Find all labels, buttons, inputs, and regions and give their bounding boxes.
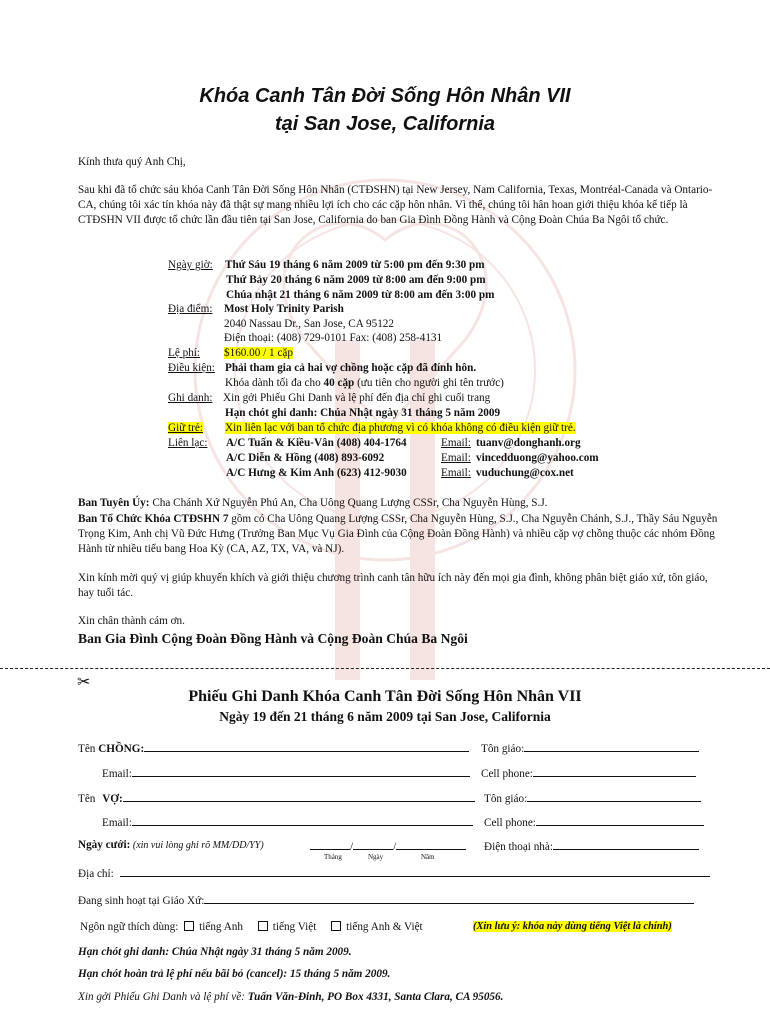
organizers-paragraph: Ban Tổ Chức Khóa CTĐSHN 7 gồm có Cha Uông Quang Lượng CSSr, Cha Nguyễn Hùng, S.J., Cha Nguyễn Chánh, S.J., Thầy Sáu Nguyễn Trọng Kim, Anh chị Vũ Đức Hưng (Trưởng Ban Mục Vụ Gia Đình của Cộng Đoàn Đồng Hành) và nhiều cặp vợ chồng thuộc các nhóm Đồng Hành từ nhiều tiểu bang Hoa Kỳ (CA, AZ, TX, VA, và NJ). <box>78 513 718 555</box>
registration-deadline: Hạn chót ghi danh: Chúa Nhật ngày 31 tháng 5 năm 2009 <box>225 407 501 419</box>
date-line: Thứ Bảy 20 tháng 6 năm 2009 từ 8:00 am đến 9:00 pm <box>226 274 486 286</box>
checkbox-vietnamese[interactable] <box>258 921 268 931</box>
place-address: 2040 Nassau Dr., San Jose, CA 95122 <box>224 318 394 330</box>
send-to-row: Xin gởi Phiếu Ghi Danh và lệ phí về: Tuấn Văn-Đinh, PO Box 4331, Santa Clara, CA 95056. <box>78 991 504 1003</box>
contact-email[interactable]: vincedduong@yahoo.com <box>476 452 599 464</box>
thanks: Xin chân thành cám ơn. <box>78 615 185 627</box>
wife-religion-row: Tôn giáo: <box>484 791 701 805</box>
home-phone-input[interactable] <box>553 839 699 850</box>
wedding-date-row: Ngày cưới: (xin vui lòng ghi rõ MM/DD/YY) <box>78 839 264 851</box>
language-row: Ngôn ngữ thích dùng: tiếng Anh tiếng Việt tiếng Anh & Việt <box>80 921 423 933</box>
refund-note: Hạn chót hoàn trả lệ phí nếu bãi bỏ (cancel): 15 tháng 5 năm 2009. <box>78 968 391 980</box>
email-label: Email: <box>441 467 471 479</box>
condition-2: Khóa dành tối đa cho 40 cặp (ưu tiên cho người ghi tên trước) <box>225 377 504 389</box>
date-line: Chúa nhật 21 tháng 6 năm 2009 từ 8:00 am đến 3:00 pm <box>226 289 495 301</box>
condition-1: Phải tham gia cả hai vợ chồng hoặc cặp đã đính hôn. <box>225 362 477 374</box>
intro-paragraph: Sau khi đã tổ chức sáu khóa Canh Tân Đời Sống Hôn Nhân (CTĐSHN) tại New Jersey, Nam California, Texas, Montréal-Canada và Ontario-CA, chúng tôi xác tín khóa này đã thật sự mang nhiều lợi ích cho các cặp hôn nhân. Vì thế, chúng tôi hân hoan giới thiệu khóa kế tiếp là CTĐSHN VII được tổ chức lần đầu tiên tại San Jose, California do ban Gia Đình Đồng Hành và Cộng Đoàn Chúa Ba Ngôi tổ chức. <box>78 184 713 226</box>
wife-name-row: Tên VỢ: <box>78 791 475 805</box>
husband-religion-input[interactable] <box>524 741 699 752</box>
contact-email[interactable]: tuanv@donghanh.org <box>476 437 581 449</box>
scissors-icon: ✂ <box>77 674 91 691</box>
details-block <box>168 259 728 459</box>
year-hint: Năm <box>421 853 435 861</box>
condition-label: Điều kiện: <box>168 362 215 374</box>
husband-cell-row: Cell phone: <box>481 766 696 780</box>
wife-name-input[interactable] <box>123 791 475 802</box>
parish-row: Đang sinh hoạt tại Giáo Xứ: <box>78 893 694 907</box>
contact-label: Liên lạc: <box>168 437 208 449</box>
wife-cell-row: Cell phone: <box>484 815 704 829</box>
contact-name: A/C Hưng & Kim Anh (623) 412-9030 <box>226 467 407 479</box>
husband-email-row: Email: <box>102 766 470 780</box>
wedding-date-input[interactable]: / / <box>310 839 466 853</box>
fee-value: $160.00 / 1 cặp <box>224 347 293 359</box>
signature: Ban Gia Đình Cộng Đoàn Đồng Hành và Cộng Đoàn Chúa Ba Ngôi <box>78 631 468 646</box>
contact-email[interactable]: vuduchung@cox.net <box>476 467 574 479</box>
greeting: Kính thưa quý Anh Chị, <box>78 156 186 168</box>
email-label: Email: <box>441 437 471 449</box>
place-phone: Điện thoại: (408) 729-0101 Fax: (408) 258-4131 <box>224 332 443 344</box>
address-row: Địa chỉ: <box>78 866 710 880</box>
registration-label: Ghi danh: <box>168 392 213 404</box>
contact-name: A/C Diễn & Hồng (408) 893-6092 <box>226 452 385 464</box>
place-name: Most Holy Trinity Parish <box>224 303 344 315</box>
deadline-note: Hạn chót ghi danh: Chúa Nhật ngày 31 tháng 5 năm 2009. <box>78 946 352 958</box>
day-hint: Ngày <box>368 853 384 861</box>
registration-1: Xin gởi Phiếu Ghi Danh và lệ phí đến địa chỉ ghi cuối trang <box>223 392 491 404</box>
email-label: Email: <box>441 452 471 464</box>
page-title: Khóa Canh Tân Đời Sống Hôn Nhân VII <box>199 85 571 107</box>
contact-name: A/C Tuấn & Kiều-Vân (408) 404-1764 <box>226 437 407 449</box>
husband-name-row: Tên CHỒNG: <box>78 741 469 755</box>
wife-email-row: Email: <box>102 815 473 829</box>
fee-label: Lệ phí: <box>168 347 201 359</box>
cut-line <box>0 668 770 669</box>
wife-cell-input[interactable] <box>536 815 704 826</box>
date-line: Thứ Sáu 19 tháng 6 năm 2009 từ 5:00 pm đến 9:30 pm <box>225 259 485 271</box>
husband-religion-row: Tôn giáo: <box>481 741 699 755</box>
month-hint: Tháng <box>324 853 342 861</box>
childcare-label: Giữ trẻ: <box>168 422 203 434</box>
appeal-paragraph: Xin kính mời quý vị giúp khuyến khích và giới thiệu chương trình canh tân hữu ích này đến mọi gia đình, không phân biệt giáo xứ, tôn giáo, hay tuổi tác. <box>78 572 708 599</box>
place-label: Địa điểm: <box>168 303 213 315</box>
wife-religion-input[interactable] <box>527 791 701 802</box>
husband-email-input[interactable] <box>132 766 470 777</box>
husband-name-input[interactable] <box>144 741 469 752</box>
wife-email-input[interactable] <box>132 815 473 826</box>
husband-cell-input[interactable] <box>533 766 696 777</box>
checkbox-english[interactable] <box>184 921 194 931</box>
date-label: Ngày giờ: <box>168 259 213 271</box>
checkbox-both[interactable] <box>331 921 341 931</box>
home-phone-row: Điện thoại nhà: <box>484 839 699 853</box>
language-note: (Xin lưu ý: khóa này dùng tiếng Việt là chính) <box>473 921 672 932</box>
form-title: Phiếu Ghi Danh Khóa Canh Tân Đời Sống Hôn Nhân VII <box>188 688 582 705</box>
parish-input[interactable] <box>204 893 694 904</box>
address-input[interactable] <box>120 866 710 877</box>
form-subtitle: Ngày 19 đến 21 tháng 6 năm 2009 tại San Jose, California <box>219 709 551 724</box>
page-subtitle: tại San Jose, California <box>274 113 496 135</box>
chaplain-paragraph: Ban Tuyên Úy: Cha Chánh Xứ Nguyễn Phú An, Cha Uông Quang Lượng CSSr, Cha Nguyễn Hùng, S.J. <box>78 497 548 509</box>
childcare-note: Xin liên lạc với ban tổ chức địa phương vì có khóa không có điều kiện giữ trẻ. <box>225 422 576 434</box>
